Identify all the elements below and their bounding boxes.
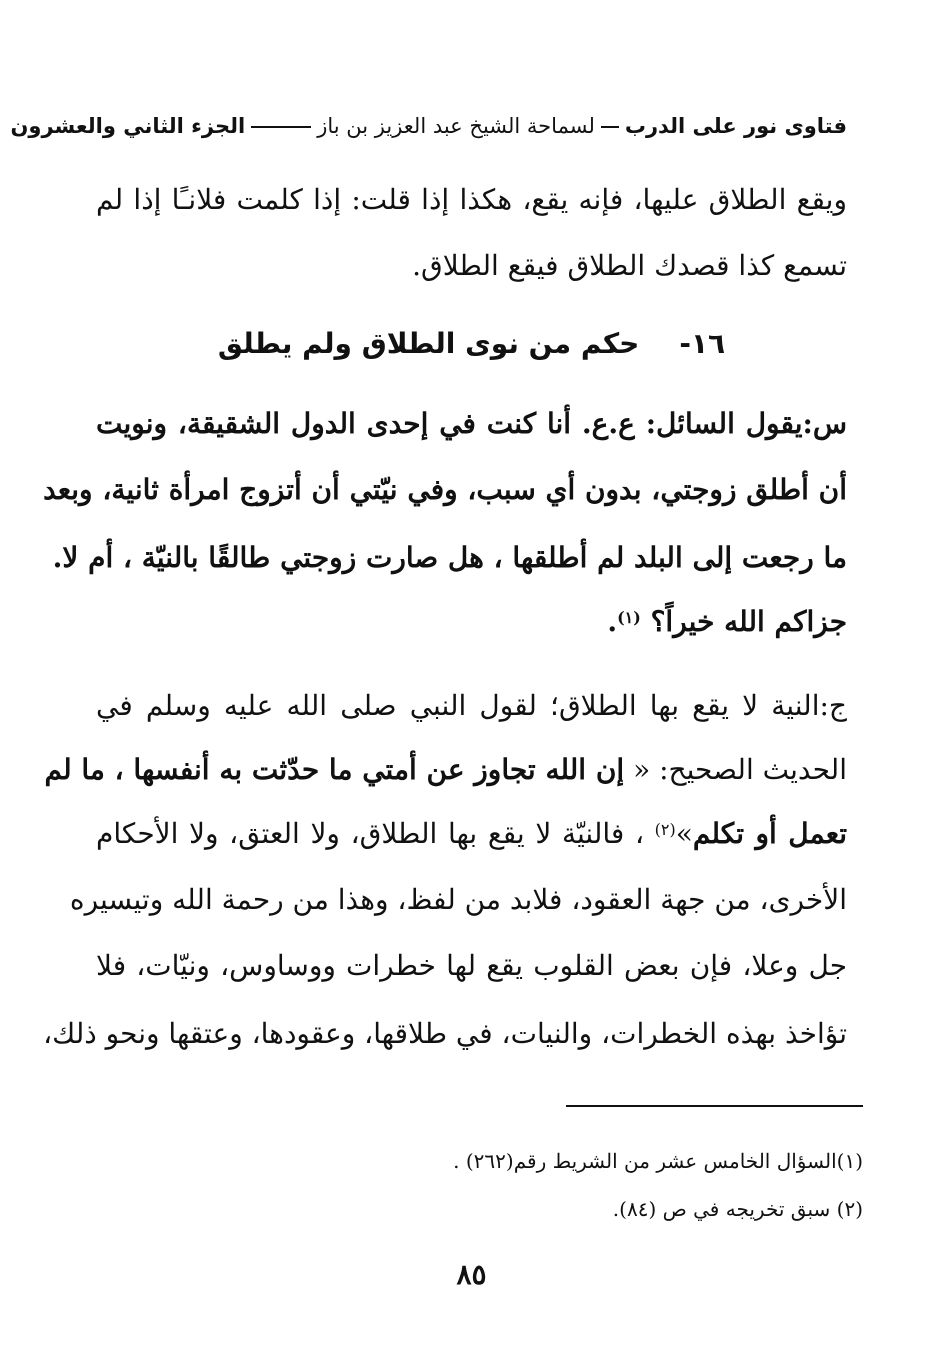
footnote-ref: (٢): [654, 820, 676, 839]
footnote-divider: [566, 1105, 863, 1107]
answer-line: ج:النية لا يقع بها الطلاق؛ لقول النبي صلى الله عليه وسلم في: [96, 689, 848, 722]
answer-line: الأخرى، من جهة العقود، فلابد من لفظ، وهذا من رحمة الله وتيسيره: [69, 883, 847, 916]
answer-text: ، فالنيّة لا يقع بها الطلاق، ولا العتق، ولا الأحكام: [96, 817, 644, 850]
answer-line: تؤاخذ بهذه الخطرات، والنيات، في طلاقها، وعقودها، وعتقها ونحو ذلك،: [43, 1017, 847, 1050]
section-heading: [96, 322, 847, 366]
book-title: فتاوى نور على الدرب: [624, 114, 847, 138]
header-separator: [251, 126, 311, 128]
section-number: ١٦-: [679, 327, 726, 360]
question-line: ما رجعت إلى البلد لم أطلقها ، هل صارت زوجتي طالقًا بالنيّة ، أم لا.: [52, 541, 847, 574]
answer-line: جل وعلا، فإن بعض القلوب يقع لها خطرات ووساوس، ونيّات، فلا: [96, 949, 847, 982]
answer-line: [44, 750, 847, 790]
footnote-ref: (١): [617, 608, 641, 627]
question-line: س:يقول السائل: ع.ع. أنا كنت في إحدى الدول الشقيقة، ونويت: [96, 407, 847, 440]
hadith-text: إن الله تجاوز عن أمتي ما حدّثت به أنفسها ، ما لم: [44, 753, 625, 786]
author-name: لسماحة الشيخ عبد العزيز بن باز: [317, 114, 595, 138]
question-text: جزاكم الله خيراً؟: [650, 605, 847, 638]
answer-text: الحديث الصحيح: «: [633, 753, 847, 786]
footnote: (٢) سبق تخريجه في ص (٨٤).: [612, 1197, 863, 1221]
running-header: [10, 114, 847, 146]
section-title: حكم من نوى الطلاق ولم يطلق: [217, 327, 640, 360]
header-separator: [601, 126, 619, 128]
footnote: (١)السؤال الخامس عشر من الشريط رقم(٢٦٢) .: [453, 1149, 863, 1173]
question-end: .: [607, 605, 618, 638]
question-line: [96, 602, 847, 642]
part-title: الجزء الثاني والعشرون: [10, 114, 246, 138]
page-number: ٨٥: [456, 1258, 487, 1291]
text-line: تسمع كذا قصدك الطلاق فيقع الطلاق.: [412, 249, 847, 282]
question-line: أن أطلق زوجتي، بدون أي سبب، وفي نيّتي أن أتزوج امرأة ثانية، وبعد: [43, 473, 847, 506]
answer-line: [96, 814, 847, 854]
quote-close: »: [675, 817, 693, 850]
text-line: ويقع الطلاق عليها، فإنه يقع، هكذا إذا قلت: إذا كلمت فلانـًا إذا لم: [96, 183, 847, 216]
hadith-text: تعمل أو تكلم: [692, 817, 847, 850]
